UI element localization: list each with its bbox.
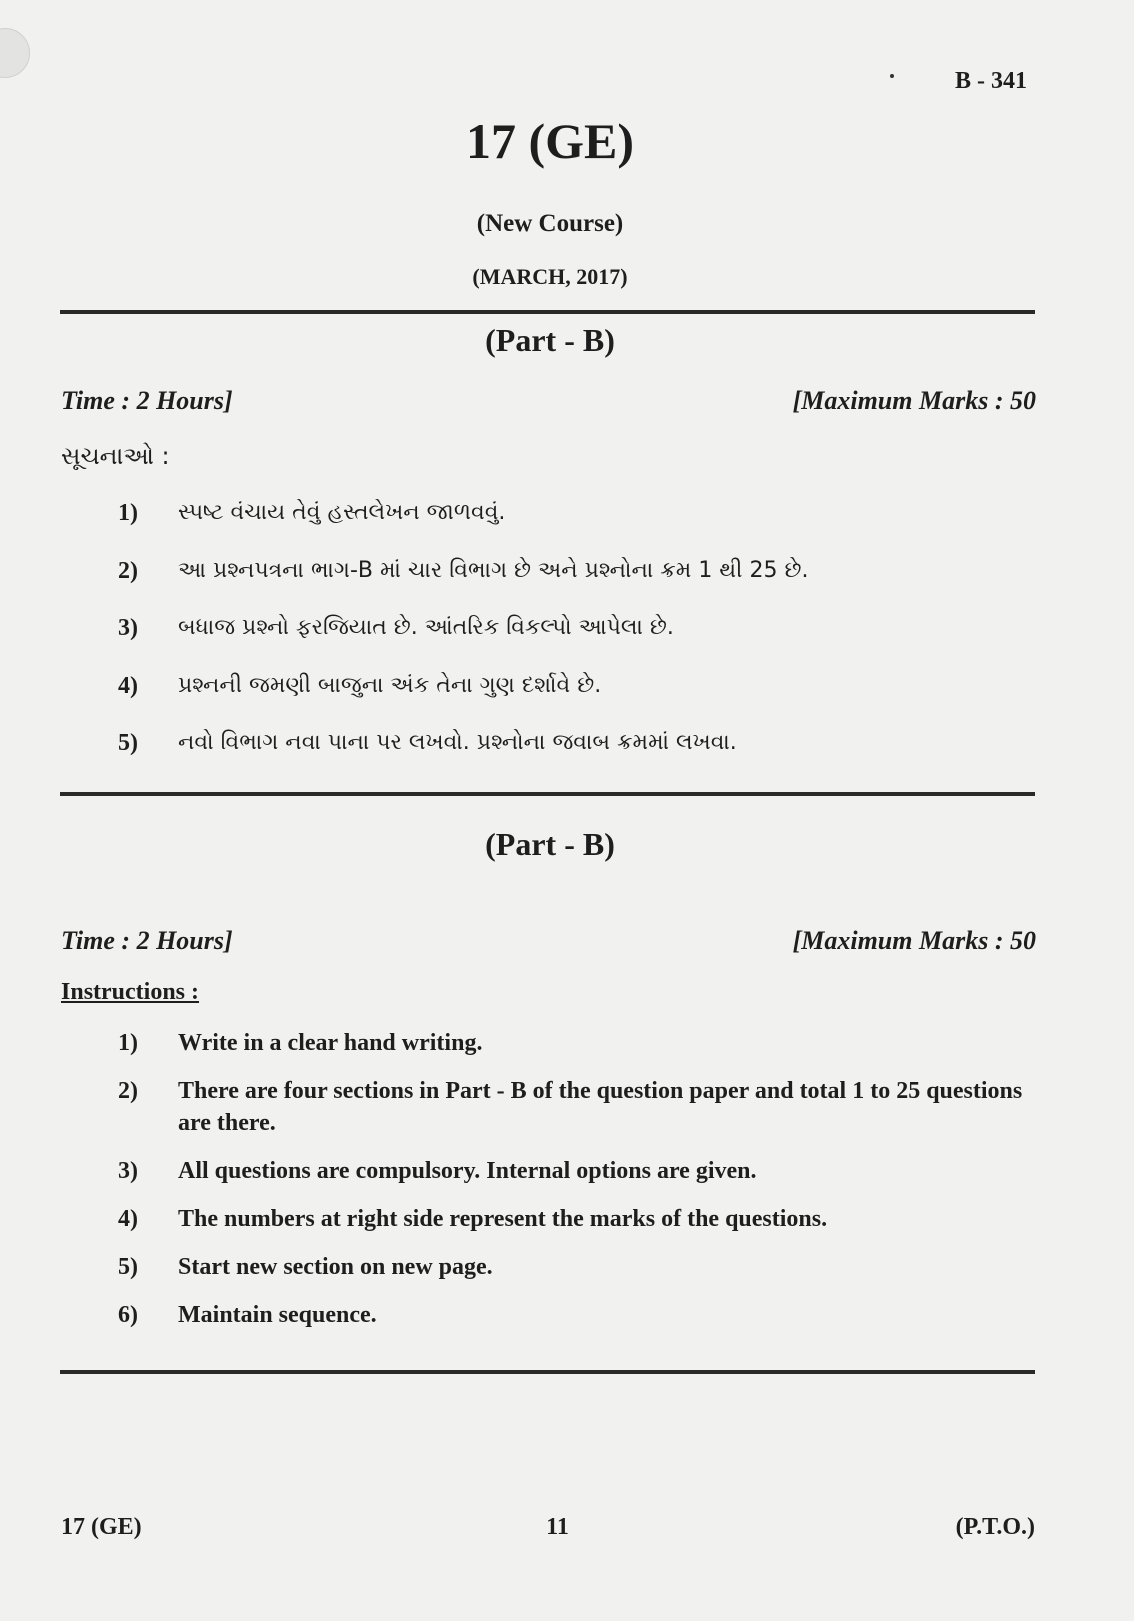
list-item bbox=[118, 1155, 1038, 1187]
list-item bbox=[118, 1203, 1038, 1235]
list-item bbox=[118, 615, 1038, 673]
item-text: Write in a clear hand writing. bbox=[178, 1030, 483, 1056]
divider-top bbox=[60, 310, 1035, 314]
item-text: નવો વિભાગ નવા પાના પર લખવો. પ્રશ્નોના જવાબ ક્રમમાં લખવા. bbox=[178, 730, 737, 755]
item-text: The numbers at right side represent the marks of the questions. bbox=[178, 1206, 828, 1232]
english-instructions-heading: Instructions : bbox=[61, 979, 200, 1005]
gujarati-instructions-list bbox=[118, 500, 1038, 788]
english-part-title: (Part - B) bbox=[485, 826, 615, 862]
divider-middle bbox=[60, 792, 1035, 796]
item-number: 6) bbox=[118, 1302, 138, 1328]
item-text: બધાજ પ્રશ્નો ફરજિયાત છે. આંતરિક વિકલ્પો આપેલા છે. bbox=[178, 615, 674, 640]
punch-hole bbox=[0, 28, 30, 78]
item-text: સ્પષ્ટ વંચાય તેવું હસ્તલેખન જાળવવું. bbox=[178, 500, 506, 525]
list-item bbox=[118, 730, 1038, 788]
speck-mark bbox=[890, 74, 894, 78]
list-item bbox=[118, 1251, 1038, 1283]
english-instructions-list bbox=[118, 1027, 1038, 1347]
list-item bbox=[118, 1075, 1038, 1139]
list-item bbox=[118, 1299, 1038, 1331]
item-text: પ્રશ્નની જમણી બાજુના અંક તેના ગુણ દર્શાવે છે. bbox=[178, 672, 602, 698]
item-text: Maintain sequence. bbox=[178, 1302, 377, 1328]
item-text: Start new section on new page. bbox=[178, 1254, 493, 1280]
item-number: 5) bbox=[118, 730, 138, 756]
item-text: There are four sections in Part - B of the question paper and total 1 to 25 questions are there. bbox=[178, 1078, 1023, 1136]
item-text: All questions are compulsory. Internal options are given. bbox=[178, 1158, 757, 1184]
item-number: 3) bbox=[118, 615, 138, 641]
list-item bbox=[118, 673, 1038, 731]
list-item bbox=[118, 558, 1038, 616]
item-number: 1) bbox=[118, 1030, 138, 1056]
course-label: (New Course) bbox=[476, 210, 624, 237]
english-max-marks: [Maximum Marks : 50 bbox=[792, 926, 1036, 955]
exam-date: (MARCH, 2017) bbox=[472, 264, 628, 289]
subject-code-title: 17 (GE) bbox=[465, 113, 635, 169]
item-number: 5) bbox=[118, 1254, 138, 1280]
gujarati-max-marks: [Maximum Marks : 50 bbox=[792, 386, 1036, 415]
item-number: 4) bbox=[118, 1206, 138, 1232]
footer-page-number: 11 bbox=[546, 1514, 569, 1540]
list-item bbox=[118, 500, 1038, 558]
list-item bbox=[118, 1027, 1038, 1059]
gujarati-part-title: (Part - B) bbox=[485, 322, 615, 358]
gujarati-time: Time : 2 Hours] bbox=[61, 386, 233, 415]
divider-bottom bbox=[60, 1370, 1035, 1374]
footer-pto: (P.T.O.) bbox=[955, 1514, 1035, 1540]
paper-code: B - 341 bbox=[955, 68, 1027, 94]
item-number: 4) bbox=[118, 672, 138, 699]
item-number: 3) bbox=[118, 1158, 138, 1184]
item-number: 2) bbox=[118, 557, 138, 584]
footer-subject-code: 17 (GE) bbox=[61, 1514, 142, 1540]
gujarati-instructions-heading: સૂચનાઓ : bbox=[61, 442, 170, 470]
item-number: 1) bbox=[118, 500, 138, 526]
item-number: 2) bbox=[118, 1078, 138, 1104]
item-text: આ પ્રશ્નપત્રના ભાગ-B માં ચાર વિભાગ છે અને પ્રશ્નોના ક્રમ 1 થી 25 છે. bbox=[178, 557, 809, 583]
english-time: Time : 2 Hours] bbox=[61, 926, 233, 955]
